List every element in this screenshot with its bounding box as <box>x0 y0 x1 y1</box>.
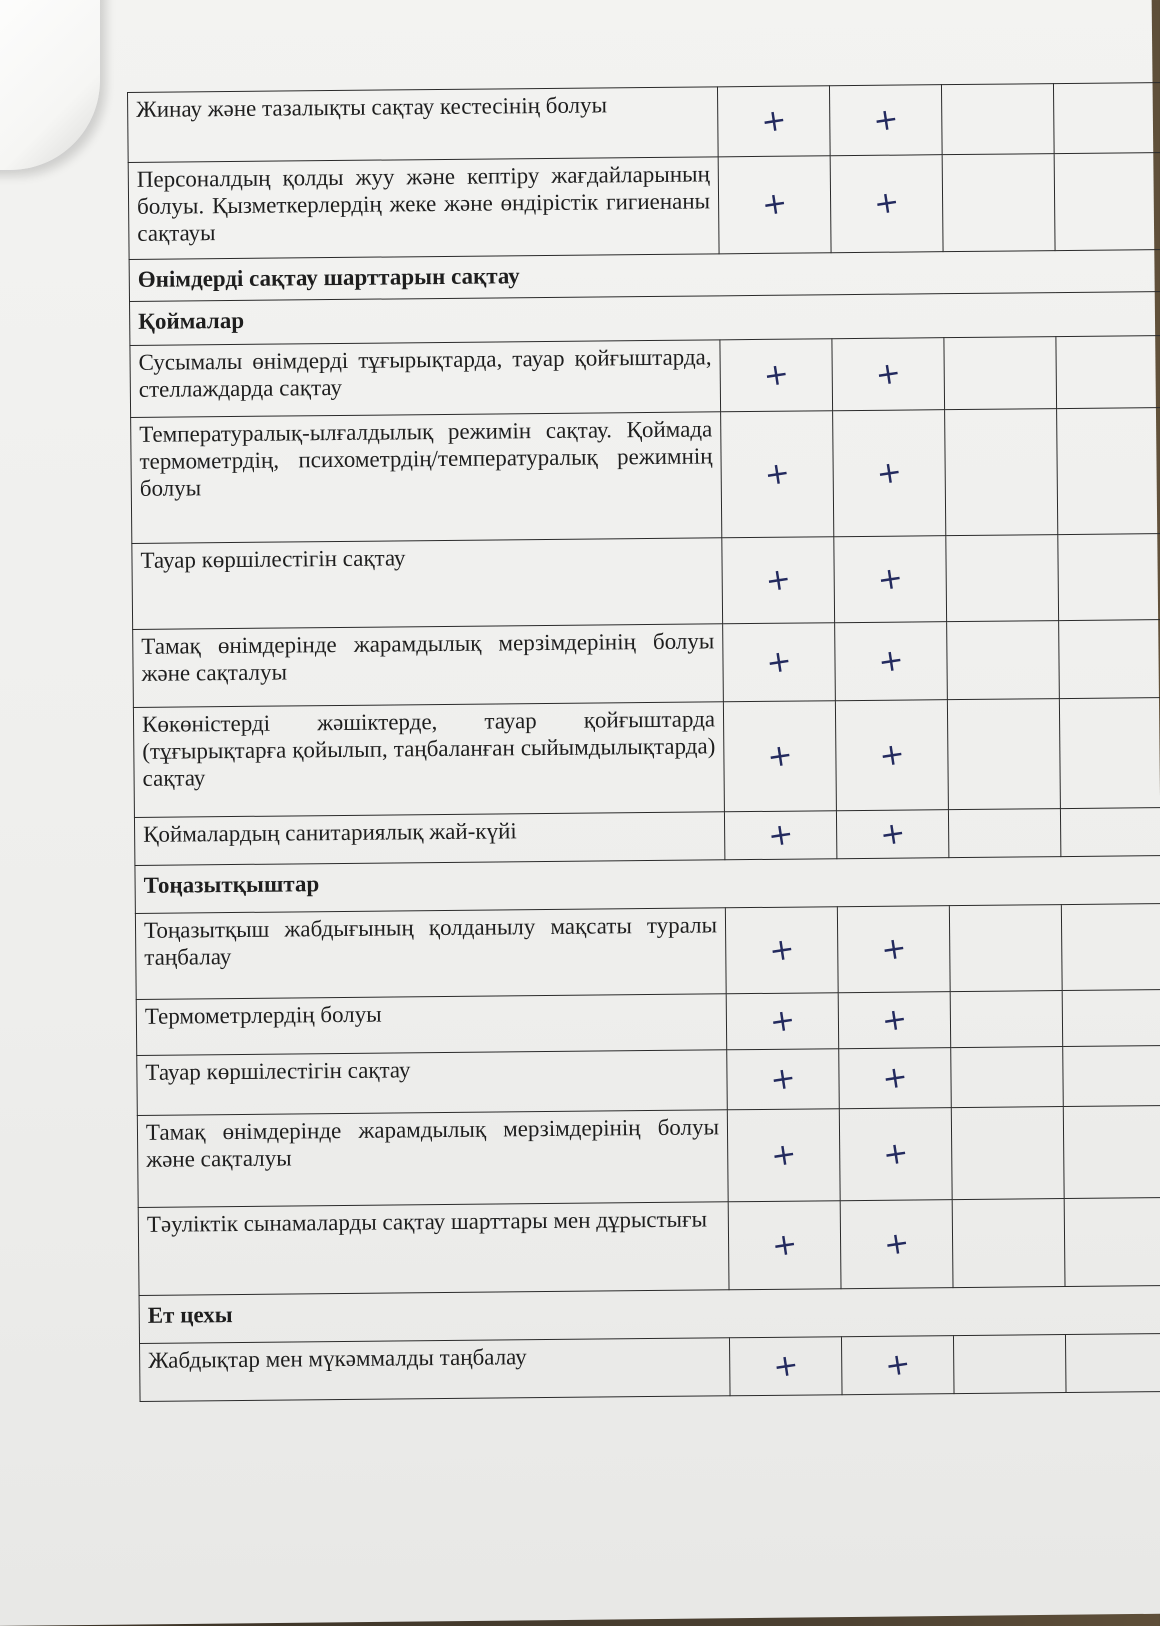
empty-cell <box>951 1047 1064 1108</box>
empty-cell <box>952 1199 1065 1288</box>
mark-cell-2 <box>841 1336 954 1395</box>
empty-cell <box>953 1335 1066 1394</box>
criterion-cell: Тауар көршілестігін сақтау <box>132 538 723 630</box>
checklist-table <box>127 82 1160 1402</box>
mark-cell-2 <box>835 700 948 811</box>
empty-cell <box>1059 619 1160 698</box>
empty-cell <box>942 154 1055 252</box>
table-row <box>137 1045 1160 1115</box>
criterion-cell: Тауар көршілестігін сақтау <box>137 1050 728 1116</box>
empty-cell <box>951 1107 1064 1200</box>
table-row <box>136 989 1160 1055</box>
handwritten-plus-mark: + <box>882 1345 913 1384</box>
handwritten-plus-mark: + <box>759 185 790 224</box>
table-row <box>128 152 1160 259</box>
criterion-cell: Сусымалы өнімдерді тұғырықтарда, тауар қойғыштарда, стеллаждарда сақтау <box>130 340 721 418</box>
criterion-cell: Тәуліктік сынамаларды сақтау шарттары мен дұрыстығы <box>138 1202 729 1296</box>
empty-cell <box>1056 335 1160 408</box>
handwritten-plus-mark: + <box>763 642 795 681</box>
mark-cell-1 <box>729 1337 842 1396</box>
mark-cell-1 <box>722 537 835 624</box>
handwritten-plus-mark: + <box>769 1225 800 1264</box>
table-row <box>130 335 1160 417</box>
mark-cell-1 <box>724 811 836 860</box>
criterion-cell: Қоймалардың санитариялық жай-күйі <box>134 812 724 866</box>
mark-cell-2 <box>840 1200 953 1289</box>
empty-cell <box>1057 407 1160 534</box>
empty-cell <box>1054 152 1160 250</box>
empty-cell <box>948 809 1060 858</box>
criterion-cell: Тоңазытқыш жабдығының қолданылу мақсаты туралы таңбалау <box>135 908 726 1000</box>
table-row <box>133 619 1160 707</box>
empty-cell <box>947 621 1060 700</box>
mark-cell-2 <box>834 536 947 623</box>
empty-cell <box>1062 989 1160 1046</box>
criterion-cell: Тамақ өнімдерінде жарамдылық мерзімдерінің болуы және сақталуы <box>137 1110 728 1208</box>
empty-cell <box>945 409 1058 536</box>
empty-cell <box>1053 82 1160 153</box>
empty-cell <box>949 905 1062 992</box>
criterion-cell: Көкөністерді жәшіктерде, тауар қойғыштарда (тұғырықтарға қойылып, таңбаланған сыйымдылықтарда) сақтау <box>133 702 724 818</box>
mark-cell-1 <box>720 339 833 412</box>
mark-cell-2 <box>839 1048 952 1109</box>
empty-cell <box>1061 903 1160 990</box>
empty-cell <box>947 699 1060 810</box>
handwritten-plus-mark: + <box>880 1134 911 1173</box>
handwritten-plus-mark: + <box>877 814 908 853</box>
section-title: Өнімдерді сақтау шарттарын сақтау <box>129 249 1160 301</box>
table-row <box>131 407 1160 543</box>
empty-cell <box>1059 697 1160 808</box>
criterion-cell: Жинау және тазалықты сақтау кестесінің болуы <box>128 87 719 163</box>
handwritten-plus-mark: + <box>762 454 793 493</box>
empty-cell <box>1063 1105 1160 1198</box>
mark-cell-2 <box>836 810 948 859</box>
criterion-cell: Жабдықтар мен мүкәммалды таңбалау <box>140 1338 731 1402</box>
checklist-sheet <box>127 82 1160 1402</box>
handwritten-plus-mark: + <box>881 1224 912 1263</box>
mark-cell-2 <box>839 1108 952 1201</box>
mark-cell-1 <box>718 156 831 254</box>
handwritten-plus-mark: + <box>765 815 796 854</box>
handwritten-plus-mark: + <box>870 100 901 139</box>
handwritten-plus-mark: + <box>766 930 797 969</box>
empty-cell <box>1058 533 1160 620</box>
checklist-body <box>128 82 1160 1401</box>
handwritten-plus-mark: + <box>879 1058 911 1097</box>
empty-cell <box>1065 1333 1160 1392</box>
mark-cell-1 <box>727 1109 840 1202</box>
mark-cell-2 <box>830 155 943 253</box>
mark-cell-1 <box>725 907 838 994</box>
mark-cell-1 <box>727 1049 840 1110</box>
table-row <box>128 82 1160 162</box>
table-row <box>135 903 1160 999</box>
handwritten-plus-mark: + <box>874 453 905 492</box>
section-title: Қоймалар <box>130 291 1160 345</box>
criterion-cell: Термометрлердің болуы <box>136 994 727 1056</box>
empty-cell <box>950 991 1063 1048</box>
criterion-cell: Тамақ өнімдерінде жарамдылық мерзімдерінің болуы және сақталуы <box>133 624 724 708</box>
empty-cell <box>1064 1197 1160 1286</box>
mark-cell-2 <box>835 622 948 701</box>
handwritten-plus-mark: + <box>875 559 906 598</box>
empty-cell <box>1063 1045 1160 1106</box>
table-row <box>133 697 1160 817</box>
handwritten-plus-mark: + <box>761 355 792 394</box>
handwritten-plus-mark: + <box>758 101 789 140</box>
table-row <box>140 1333 1160 1401</box>
criterion-cell: Персоналдың қолды жуу және кептіру жағдайларының болуы. Қызметкерлердің жеке және өндірістік гигиенаны сақтауы <box>128 157 719 260</box>
mark-cell-2 <box>837 906 950 993</box>
table-row <box>132 533 1160 629</box>
mark-cell-2 <box>838 992 951 1049</box>
mark-cell-1 <box>726 993 839 1050</box>
empty-cell <box>946 535 1059 622</box>
handwritten-plus-mark: + <box>767 1001 798 1040</box>
mark-cell-1 <box>721 411 834 538</box>
handwritten-plus-mark: + <box>767 1059 799 1098</box>
mark-cell-2 <box>832 338 945 411</box>
table-row <box>137 1105 1160 1207</box>
mark-cell-1 <box>723 623 836 702</box>
handwritten-plus-mark: + <box>768 1135 799 1174</box>
empty-cell <box>944 337 1057 410</box>
table-row <box>138 1197 1160 1295</box>
handwritten-plus-mark: + <box>878 929 909 968</box>
handwritten-plus-mark: + <box>873 354 904 393</box>
section-title: Ет цехы <box>139 1285 1160 1343</box>
handwritten-plus-mark: + <box>770 1346 801 1385</box>
handwritten-plus-mark: + <box>764 736 795 775</box>
handwritten-plus-mark: + <box>879 1000 910 1039</box>
mark-cell-1 <box>723 701 836 812</box>
handwritten-plus-mark: + <box>876 735 907 774</box>
mark-cell-2 <box>829 85 942 156</box>
mark-cell-2 <box>833 410 946 537</box>
criterion-cell: Температуралық-ылғалдылық режимін сақтау. Қоймада термометрдің, психометрдің/температуралық режимнің болуы <box>131 412 722 544</box>
empty-cell <box>1060 807 1160 856</box>
empty-cell <box>941 84 1054 155</box>
handwritten-plus-mark: + <box>875 641 907 680</box>
mark-cell-1 <box>717 86 830 157</box>
handwritten-plus-mark: + <box>763 560 794 599</box>
handwritten-plus-mark: + <box>871 184 902 223</box>
mark-cell-1 <box>728 1201 841 1290</box>
section-title: Тоңазытқыштар <box>135 855 1160 913</box>
